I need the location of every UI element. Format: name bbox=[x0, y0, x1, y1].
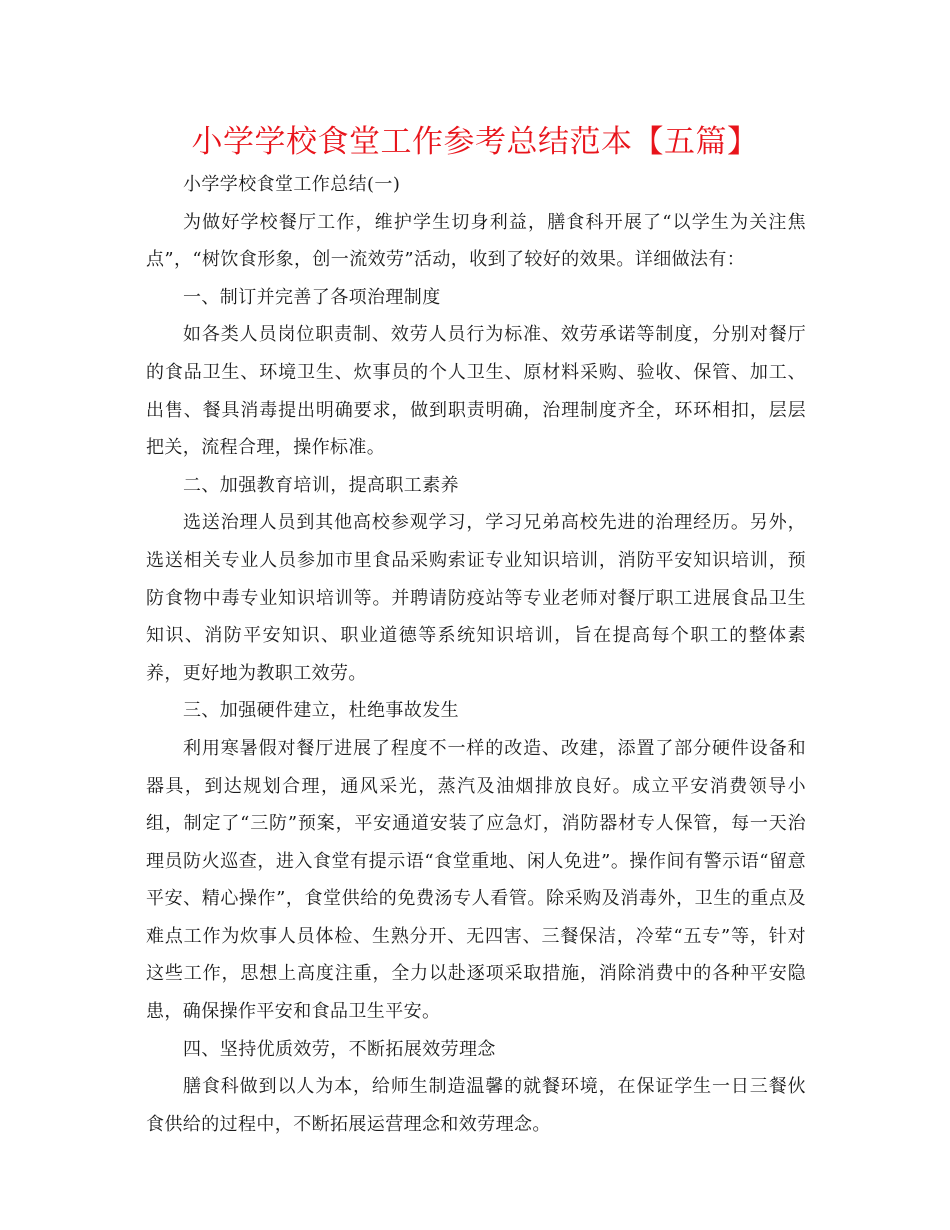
section-subtitle: 小学学校食堂工作总结(一) bbox=[183, 174, 401, 195]
section-heading-1: 一、制订并完善了各项治理制度 bbox=[183, 286, 441, 308]
section-heading-4: 四、坚持优质效劳，不断拓展效劳理念 bbox=[183, 1038, 496, 1060]
section-body-3: 利用寒暑假对餐厅进展了程度不一样的改造、改建，添置了部分硬件设备和器具，到达规划合理，通风采光，蒸汽及油烟排放良好。成立平安消费领导小组，制定了“三防”预案，平安通道安装了应急灯，消防器材专人保管，每一天治理员防火巡查，进入食堂有提示语“食堂重地、闲人免进”。操作间有警示语“留意平安、精心操作”，食堂供给的免费汤专人看管。除采购及消毒外，卫生的重点及难点工作为炊事人员体检、生熟分开、无四害、三餐保洁，冷荤“五专”等，针对这些工作，思想上高度注重，全力以赴逐项采取措施，消除消费中的各种平安隐患，确保操作平安和食品卫生平安。 bbox=[146, 737, 806, 1023]
section-body-4: 膳食科做到以人为本，给师生制造温馨的就餐环境，在保证学生一日三餐伙食供给的过程中，不断拓展运营理念和效劳理念。 bbox=[146, 1076, 806, 1135]
section-heading-3: 三、加强硬件建立，杜绝事故发生 bbox=[183, 700, 459, 722]
section-heading-2: 二、加强教育培训，提高职工素养 bbox=[183, 474, 459, 496]
section-body-2: 选送治理人员到其他高校参观学习，学习兄弟高校先进的治理经历。另外，选送相关专业人员参加市里食品采购索证专业知识培训，消防平安知识培训，预防食物中毒专业知识培训等。并聘请防疫站等专业老师对餐厅职工进展食品卫生知识、消防平安知识、职业道德等系统知识培训，旨在提高每个职工的整体素养，更好地为教职工效劳。 bbox=[146, 512, 806, 684]
intro-paragraph: 为做好学校餐厅工作，维护学生切身利益，膳食科开展了“以学生为关注焦点”，“树饮食形象，创一流效劳”活动，收到了较好的效果。详细做法有： bbox=[146, 211, 806, 271]
section-body-1: 如各类人员岗位职责制、效劳人员行为标准、效劳承诺等制度，分别对餐厅的食品卫生、环境卫生、炊事员的个人卫生、原材料采购、验收、保管、加工、出售、餐具消毒提出明确要求，做到职责明确，治理制度齐全，环环相扣，层层把关，流程合理，操作标准。 bbox=[146, 324, 806, 459]
document-body bbox=[146, 166, 806, 1143]
document-title: 小学学校食堂工作参考总结范本【五篇】 bbox=[191, 124, 759, 160]
